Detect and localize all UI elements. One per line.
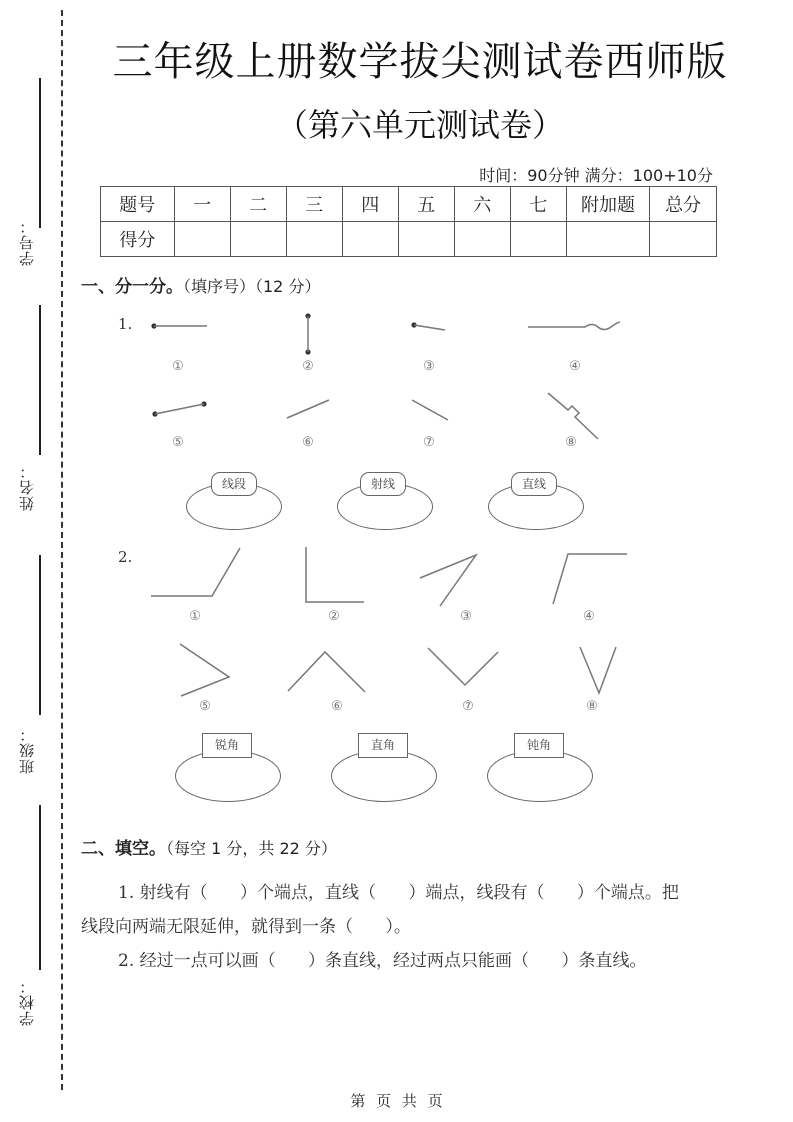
angle-3 xyxy=(420,555,476,606)
header-cell: 四 xyxy=(342,187,398,222)
q1-fig-label: ⑧ xyxy=(565,435,577,450)
figure-8-broken-line xyxy=(548,393,598,439)
q1-fig-label: ① xyxy=(172,359,184,374)
fill-blank-q1-line2: 线段向两端无限延伸，就得到一条（ ）。 xyxy=(81,917,411,937)
exam-subtitle: （第六单元测试卷） xyxy=(275,106,564,144)
q2-fig-label: ⑥ xyxy=(331,699,343,714)
q1-fig-label: ⑤ xyxy=(172,435,184,450)
header-cell: 附加题 xyxy=(566,187,649,222)
score-row-label: 得分 xyxy=(101,222,175,257)
figure-2-segment xyxy=(305,313,310,354)
fill-blank-q1-line1: 1. 射线有（ ）个端点，直线（ ）端点，线段有（ ）个端点。把 xyxy=(118,883,679,903)
q2-fig-label: ④ xyxy=(583,609,595,624)
q1-fig-label: ④ xyxy=(569,359,581,374)
header-cell: 五 xyxy=(398,187,454,222)
header-cell: 三 xyxy=(286,187,342,222)
angle-1 xyxy=(151,548,240,596)
class-label: 班级： xyxy=(18,726,36,774)
q2-angle-figures xyxy=(0,530,793,710)
q1-line-figures xyxy=(0,0,793,460)
student-id-label: 学号： xyxy=(18,218,36,266)
school-underline xyxy=(39,805,41,970)
right-angle-category-tag: 直角 xyxy=(358,733,408,758)
figure-4-line xyxy=(528,322,620,330)
header-cell: 二 xyxy=(230,187,286,222)
exam-title: 三年级上册数学拔尖测试卷西师版 xyxy=(112,39,728,85)
figure-5-segment xyxy=(152,401,206,416)
figure-7-line xyxy=(412,400,448,420)
fill-blank-q2: 2. 经过一点可以画（ ）条直线，经过两点只能画（ ）条直线。 xyxy=(118,951,647,971)
school-label: 学校： xyxy=(18,978,36,1026)
header-cell: 题号 xyxy=(101,187,175,222)
q2-number: 2. xyxy=(118,548,133,566)
q1-fig-label: ② xyxy=(302,359,314,374)
segment-category-tag: 线段 xyxy=(211,472,257,496)
angle-7 xyxy=(428,648,498,685)
q2-fig-label: ② xyxy=(328,609,340,624)
page-footer: 第 页 共 页 xyxy=(350,1092,443,1110)
angle-6 xyxy=(288,652,365,692)
q1-fig-label: ⑦ xyxy=(423,435,435,450)
line-category-tag: 直线 xyxy=(511,472,557,496)
angle-2 xyxy=(306,547,364,602)
header-cell: 总分 xyxy=(650,187,717,222)
angle-4 xyxy=(553,554,627,604)
section2-title xyxy=(81,834,337,859)
figure-3-ray xyxy=(411,322,445,330)
header-cell: 七 xyxy=(510,187,566,222)
q1-fig-label: ⑥ xyxy=(302,435,314,450)
q1-number: 1. xyxy=(118,315,133,333)
section2-heading: 二、填空。 xyxy=(81,839,166,859)
name-label: 姓名： xyxy=(18,463,36,511)
section1-heading: 一、分一分。 xyxy=(81,277,183,297)
obtuse-category-tag: 钝角 xyxy=(514,733,564,758)
header-cell: 一 xyxy=(174,187,230,222)
acute-category-tag: 锐角 xyxy=(202,733,252,758)
q1-fig-label: ③ xyxy=(423,359,435,374)
section2-note: （每空 1 分，共 22 分） xyxy=(166,839,337,858)
section1-note: （填序号）（12 分） xyxy=(183,277,321,296)
q2-fig-label: ⑤ xyxy=(199,699,211,714)
q2-fig-label: ⑦ xyxy=(462,699,474,714)
q2-fig-label: ① xyxy=(189,609,201,624)
angle-5 xyxy=(180,644,229,696)
figure-1-ray xyxy=(151,323,207,328)
ray-category-tag: 射线 xyxy=(360,472,406,496)
header-cell: 六 xyxy=(454,187,510,222)
angle-8 xyxy=(580,647,616,693)
time-and-score-info: 时间：90分钟 满分：100+10分 xyxy=(479,166,713,185)
figure-6-line xyxy=(287,400,329,418)
q2-fig-label: ⑧ xyxy=(586,699,598,714)
q2-fig-label: ③ xyxy=(460,609,472,624)
